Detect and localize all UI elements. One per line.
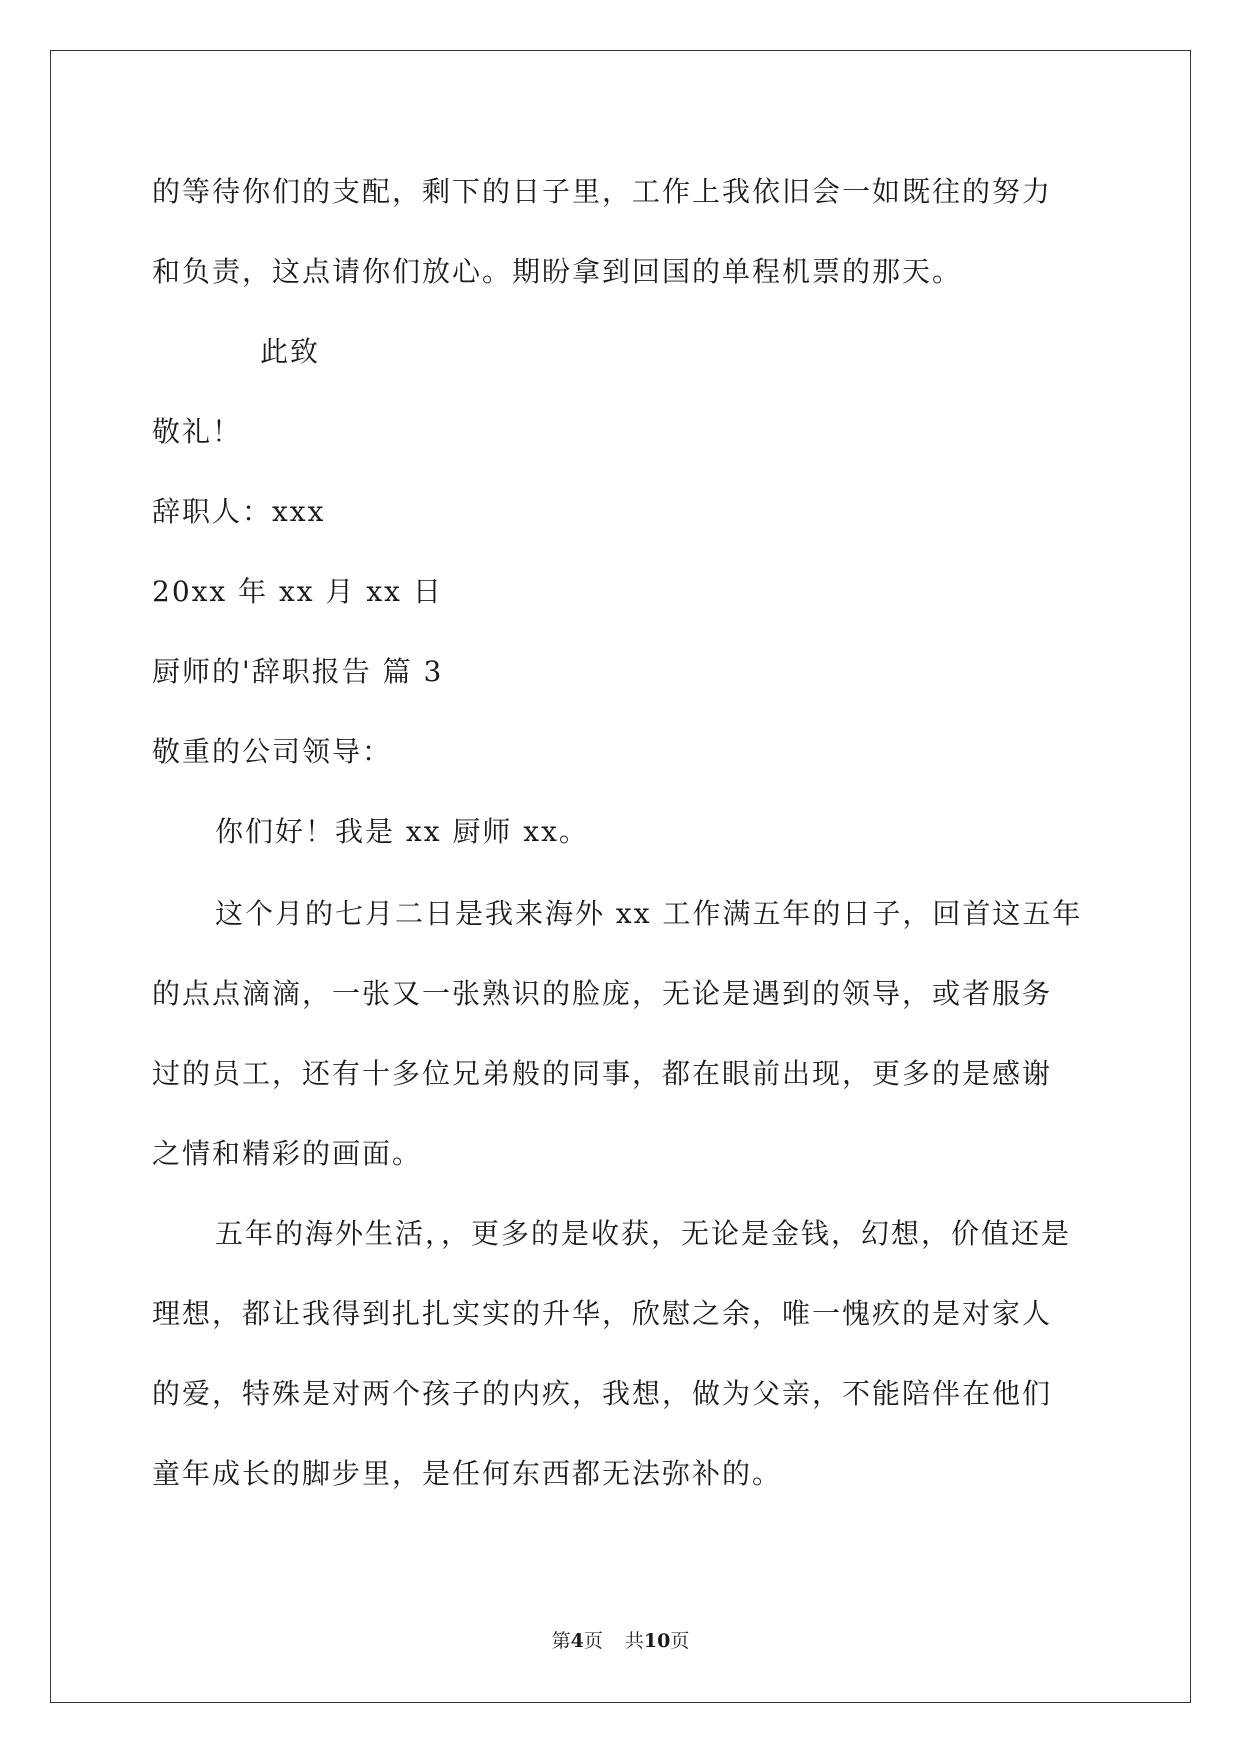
body-line: 和负责，这点请你们放心。期盼拿到回国的单程机票的那天。 — [152, 255, 963, 288]
paragraph-line: 童年成长的脚步里，是任何东西都无法弥补的。 — [152, 1457, 783, 1490]
greeting-line: 敬重的公司领导： — [152, 735, 393, 768]
paragraph-line: 五年的海外生活，，更多的是收获，无论是金钱，幻想，价值还是 — [215, 1217, 1072, 1250]
footer-prefix: 第 — [551, 1630, 571, 1652]
paragraph-line: 的点点滴滴，一张又一张熟识的脸庞，无论是遇到的领导，或者服务 — [152, 977, 1053, 1010]
footer-page-suffix: 页 — [583, 1630, 603, 1652]
paragraph-line: 的爱，特殊是对两个孩子的内疚，我想，做为父亲，不能陪伴在他们 — [152, 1377, 1053, 1410]
footer-total-prefix: 共 — [624, 1630, 644, 1652]
section-title: 厨师的'辞职报告 篇 3 — [152, 655, 444, 688]
paragraph-line: 你们好！我是 xx 厨师 xx。 — [215, 815, 589, 848]
paragraph-line: 过的员工，还有十多位兄弟般的同事，都在眼前出现，更多的是感谢 — [152, 1057, 1053, 1090]
paragraph-line: 之情和精彩的画面。 — [152, 1137, 423, 1170]
body-line: 的等待你们的支配，剩下的日子里，工作上我依旧会一如既往的努力 — [152, 175, 1053, 208]
paragraph-line: 这个月的七月二日是我来海外 xx 工作满五年的日子，回首这五年 — [215, 897, 1083, 930]
salutation-line: 此致 — [260, 335, 321, 368]
closing-line: 敬礼！ — [152, 415, 243, 448]
signature-line: 辞职人：xxx — [152, 495, 326, 528]
paragraph-line: 理想，都让我得到扎扎实实的升华，欣慰之余，唯一愧疚的是对家人 — [152, 1297, 1053, 1330]
page-footer — [0, 1628, 1241, 1654]
total-page-number: 10 — [643, 1630, 671, 1652]
current-page-number: 4 — [570, 1630, 584, 1652]
date-line: 20xx 年 xx 月 xx 日 — [152, 575, 443, 608]
footer-total-suffix: 页 — [670, 1630, 690, 1652]
